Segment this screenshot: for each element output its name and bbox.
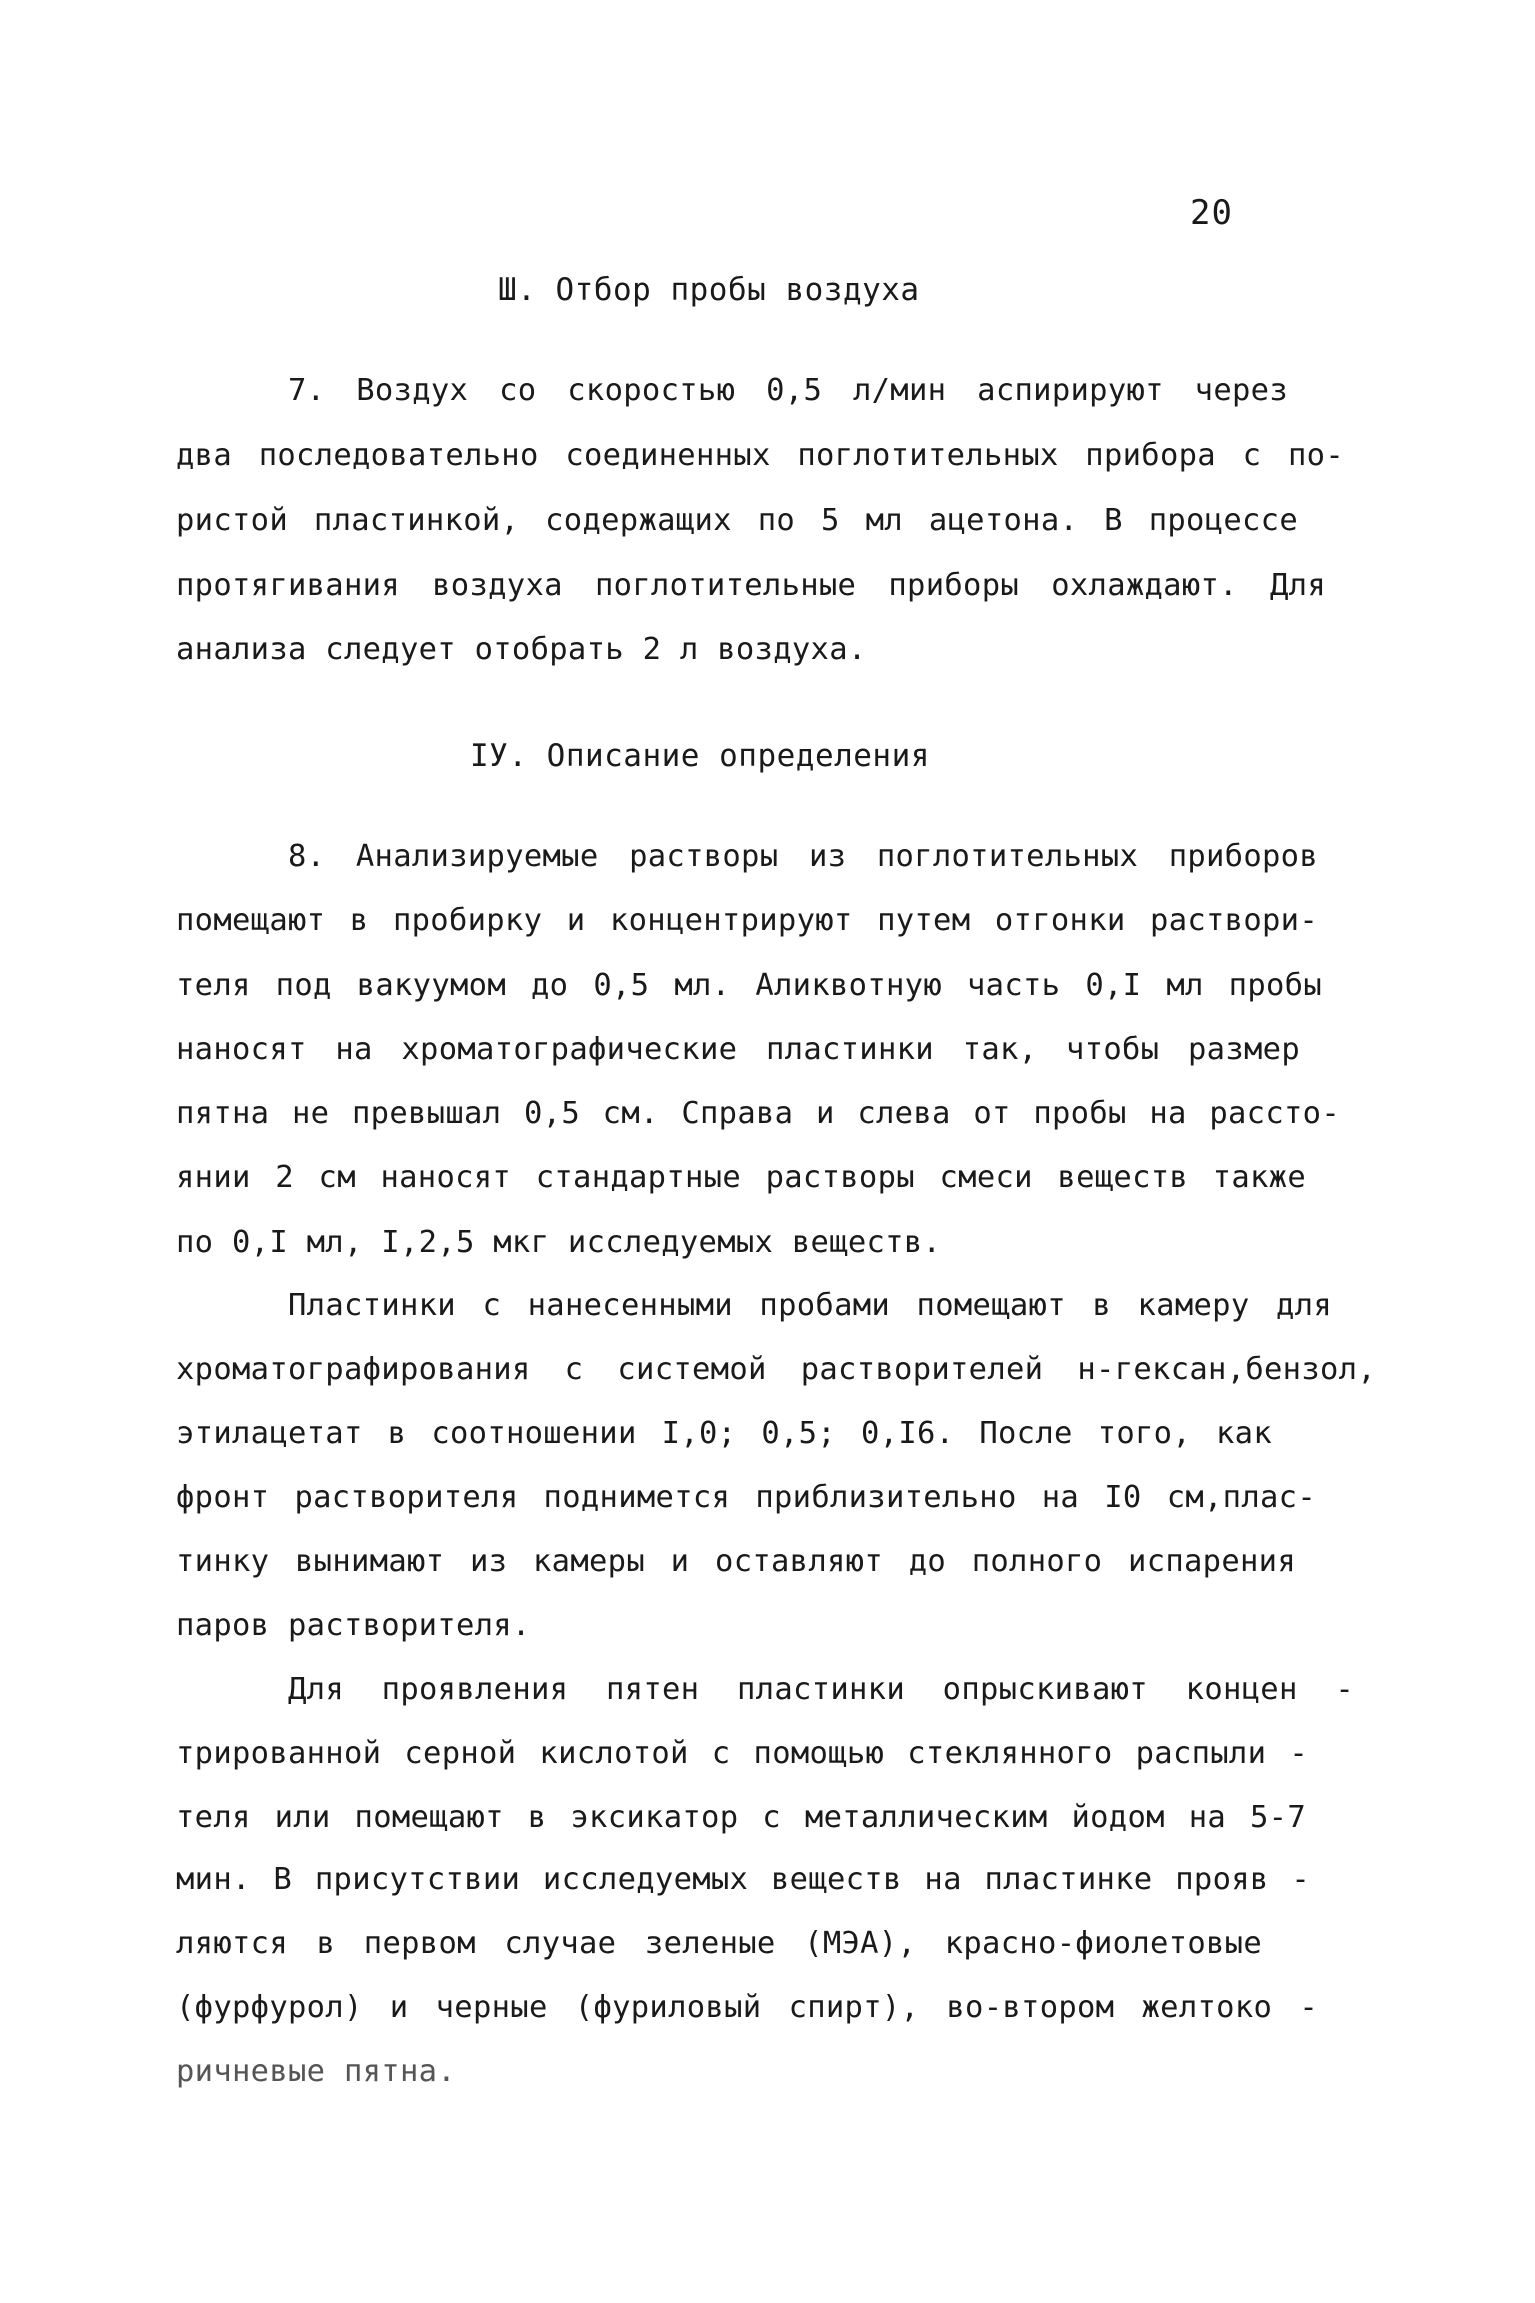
section-heading-3: Ш. Отбор пробы воздуха (498, 272, 920, 308)
text-line: хроматографирования с системой растворителей н-гексан,бензол, (176, 1352, 1376, 1387)
text-line: ричневые пятна. (176, 2054, 456, 2089)
text-line: помещают в пробирку и концентрируют путем отгонки раствори- (176, 903, 1318, 938)
text-line: паров растворителя. (176, 1608, 531, 1643)
text-line: этилацетат в соотношении I,0; 0,5; 0,I6. После того, как (176, 1416, 1272, 1451)
text-line: мин. В присутствии исследуемых веществ на пластинке прояв - (176, 1862, 1310, 1897)
text-line: теля или помещают в эксикатор с металлическим йодом на 5-7 (176, 1800, 1306, 1835)
text-line: два последовательно соединенных поглотительных прибора с по- (176, 438, 1344, 473)
text-line: янии 2 см наносят стандартные растворы смеси веществ также (176, 1160, 1306, 1195)
text-line: анализа следует отобрать 2 л воздуха. (176, 632, 867, 667)
text-line: по 0,I мл, I,2,5 мкг исследуемых веществ. (176, 1225, 942, 1260)
text-line: тинку вынимают из камеры и оставляют до полного испарения (176, 1544, 1296, 1579)
text-line: Пластинки с нанесенными пробами помещают в камеру для (288, 1288, 1332, 1323)
text-line: ристой пластинкой, содержащих по 5 мл ацетона. В процессе (176, 503, 1298, 538)
text-line: 8. Анализируемые растворы из поглотительных приборов (288, 839, 1318, 874)
text-line: (фурфурол) и черные (фуриловый спирт), во-втором желтоко - (176, 1990, 1318, 2025)
text-line: фронт растворителя поднимется приблизительно на I0 см,плас- (176, 1480, 1316, 1515)
text-line: 7. Воздух со скоростью 0,5 л/мин аспирируют через (288, 373, 1288, 408)
text-line: Для проявления пятен пластинки опрыскивают концен - (288, 1672, 1354, 1707)
text-line: протягивания воздуха поглотительные приборы охлаждают. Для (176, 568, 1326, 603)
page-number: 20 (1190, 193, 1233, 233)
text-line: трированной серной кислотой с помощью стеклянного распыли - (176, 1736, 1308, 1771)
text-line: наносят на хроматографические пластинки так, чтобы размер (176, 1032, 1300, 1067)
section-heading-4: IУ. Описание определения (470, 738, 930, 774)
text-line: пятна не превышал 0,5 см. Справа и слева от пробы на рассто- (176, 1096, 1340, 1131)
text-line: теля под вакуумом до 0,5 мл. Аликвотную часть 0,I мл пробы (176, 968, 1322, 1003)
text-line: ляются в первом случае зеленые (МЭА), красно-фиолетовые (176, 1926, 1262, 1961)
